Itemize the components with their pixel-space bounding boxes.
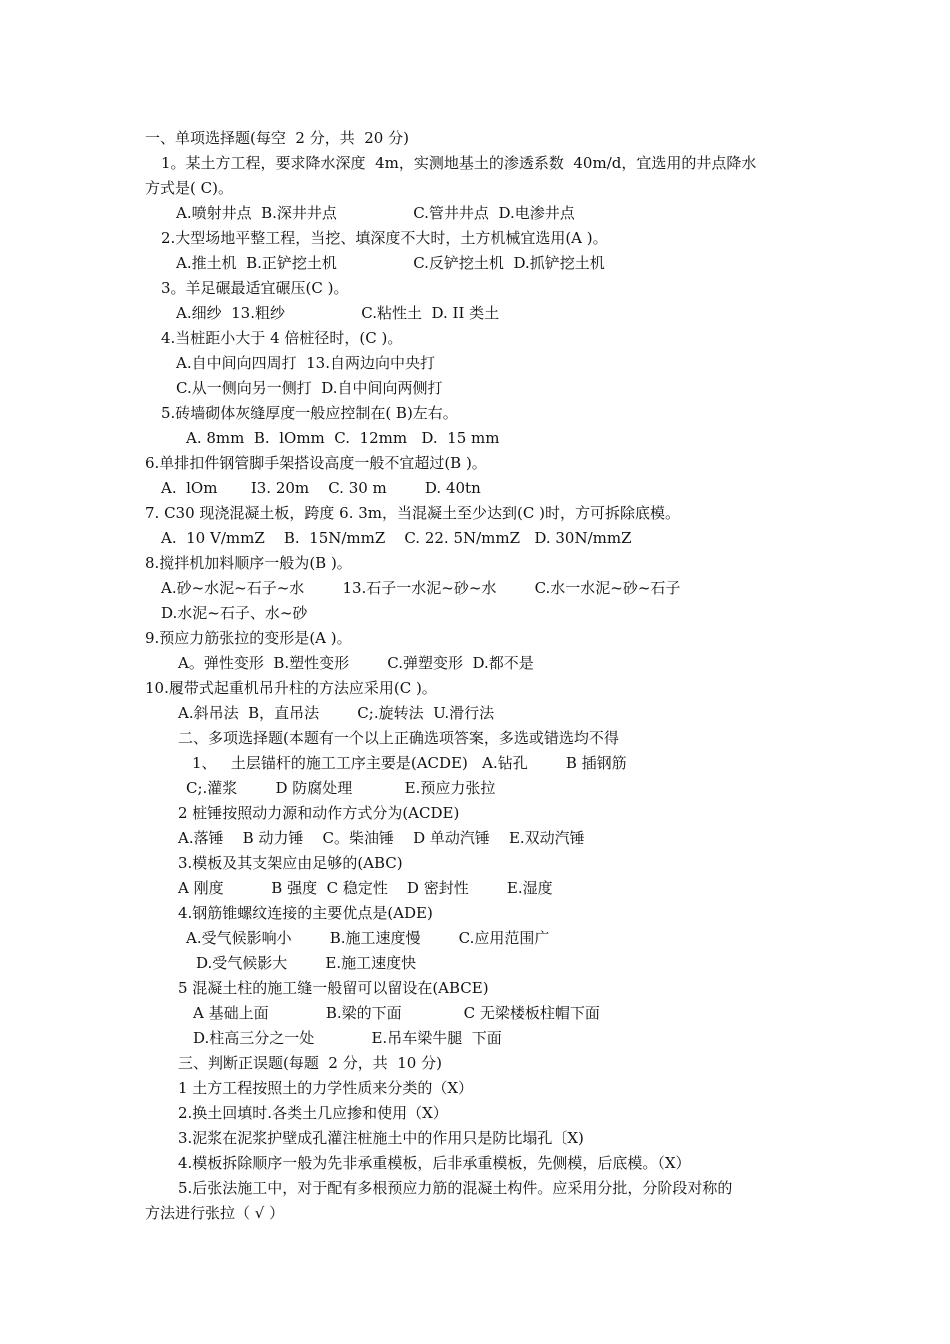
question-line: 1 土方工程按照土的力学性质来分类的（X） [178,1079,473,1097]
options-line: A.推土机 B.正铲挖土机 C.反铲挖土机 D.抓铲挖土机 [176,254,605,272]
question-line: 7. C30 现浇混凝土板，跨度 6. 3m，当混凝土至少达到(C )时，方可拆除底模。 [145,504,680,522]
options-line: A.受气候影响小 B.施工速度慢 C.应用范围广 [186,929,550,947]
options-line: C;.灌浆 D 防腐处理 E.预应力张拉 [186,779,496,797]
question-line: 2.大型场地平整工程，当挖、填深度不大时，土方机械宜选用(A )。 [161,229,608,247]
options-line: A.自中间向四周打 13.自两边向中央打 [176,354,435,372]
options-line: A 基础上面 B.梁的下面 C 无梁楼板柱帽下面 [193,1004,600,1022]
options-line: A.砂~水泥~石子~水 13.石子一水泥~砂~水 C.水一水泥~砂~石子 [161,579,681,597]
question-line: 3。羊足碾最适宜碾压(C )。 [161,279,349,297]
question-line: 5.砖墙砌体灰缝厚度一般应控制在( B)左右。 [161,404,458,422]
section-heading-single-choice: 一、单项选择题(每空 2 分，共 20 分) [145,129,409,147]
question-line: 1。某土方工程，要求降水深度 4m，实测地基土的渗透系数 40m/d，宜选用的井点降水 [161,154,757,172]
options-line: C.从一侧向另一侧打 D.自中间向两侧打 [176,379,443,397]
question-line: 5 混凝土柱的施工缝一般留可以留设在(ABCE) [178,979,489,997]
options-line: A. 10 V/mmZ B. 15N/mmZ C. 22. 5N/mmZ D. 30N/mmZ [161,529,632,547]
question-line: 4.钢筋锥螺纹连接的主要优点是(ADE) [178,904,433,922]
question-line: 方法进行张拉（ √ ） [145,1204,285,1222]
options-line: A. lOm I3. 20m C. 30 m D. 40tn [161,479,481,497]
question-line: 5.后张法施工中，对于配有多根预应力筋的混凝土构件。应采用分批，分阶段对称的 [178,1179,733,1197]
question-line: 10.履带式起重机吊升柱的方法应采用(C )。 [145,679,437,697]
options-line: A 刚度 B 强度 C 稳定性 D 密封性 E.湿度 [178,879,553,897]
question-line: 方式是( C)。 [145,179,233,197]
question-line: 2 桩锤按照动力源和动作方式分为(ACDE) [178,804,460,822]
options-line: A.细纱 13.粗纱 C.粘性土 D. II 类土 [176,304,500,322]
options-line: D.柱高三分之一处 E.吊车梁牛腿 下面 [193,1029,502,1047]
options-line: A. 8mm B. lOmm C. 12mm D. 15 mm [186,429,500,447]
question-line: 1、 土层锚杆的施工工序主要是(ACDE) A.钻孔 B 插钢筋 [192,754,627,772]
question-line: 3.模板及其支架应由足够的(ABC) [178,854,403,872]
section-heading-multiple-choice: 二、多项选择题(本题有一个以上正确选项答案，多选或错选均不得 [178,729,619,747]
question-line: 4.模板拆除顺序一般为先非承重模板，后非承重模板，先侧模，后底模。（X） [178,1154,691,1172]
options-line: A.喷射井点 B.深井井点 C.管井井点 D.电渗井点 [176,204,575,222]
question-line: 4.当桩距小大于 4 倍桩径时，(C )。 [161,329,403,347]
question-line: 6.单排扣件钢管脚手架搭设高度一般不宜超过(B )。 [145,454,487,472]
options-line: D.水泥~石子、水~砂 [161,604,308,622]
section-heading-true-false: 三、判断正误题(每题 2 分，共 10 分) [178,1054,442,1072]
options-line: A.落锤 B 动力锤 C。柴油锤 D 单动汽锤 E.双动汽锤 [178,829,585,847]
options-line: A.斜吊法 B，直吊法 C;.旋转法 U.滑行法 [178,704,495,722]
question-line: 8.搅拌机加料顺序一般为(B )。 [145,554,352,572]
options-line: D.受气候影大 E.施工速度快 [196,954,417,972]
question-line: 9.预应力筋张拉的变形是(A )。 [145,629,352,647]
question-line: 2.换土回填时.各类土几应掺和使用（X） [178,1104,448,1122]
question-line: 3.泥浆在泥浆护壁成孔灌注桩施土中的作用只是防比塌孔〔X) [178,1129,584,1147]
options-line: A。弹性变形 B.塑性变形 C.弹塑变形 D.都不是 [178,654,534,672]
